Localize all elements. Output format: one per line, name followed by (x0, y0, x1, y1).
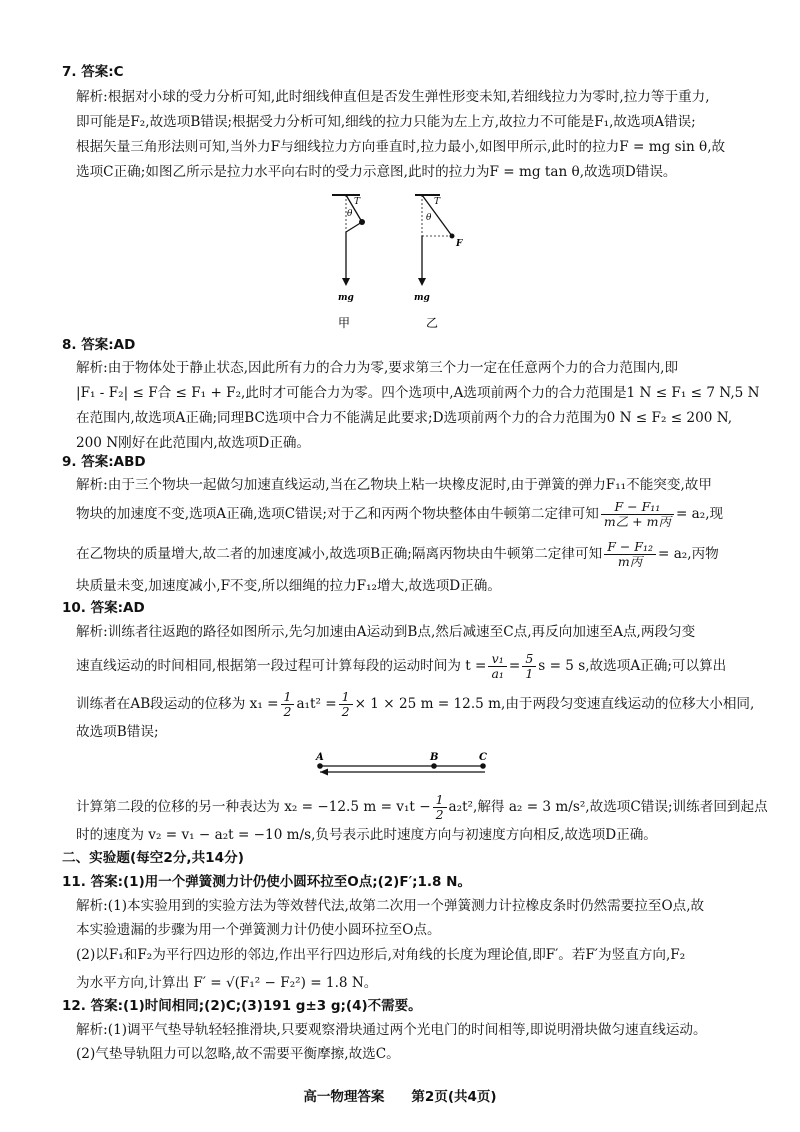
q10-half1-den: 2 (283, 704, 292, 719)
yi-mg-label: mg (414, 293, 430, 303)
q10-text-3 (76, 690, 754, 719)
yi-f-label: F (456, 239, 463, 249)
jia-mg-arrowhead (342, 278, 350, 286)
q10-text-2a: 速直线运动的时间相同,根据第一段过程可计算每段的运动时间为 t = (76, 658, 487, 674)
q9-text-3 (76, 540, 719, 569)
q10-text-2b: s = 5 s,故选项A正确;可以算出 (538, 658, 727, 674)
q10-path-diagram (310, 748, 500, 784)
q11-answer: 11. 答案:(1)用一个弹簧测力计仍使小圆环拉至O点;(2)F′;1.8 N。 (62, 874, 471, 890)
jia-force-f (346, 222, 362, 232)
q7-text-4: 选项C正确;如图乙所示是拉力水平向右时的受力示意图,此时的拉力为F = mg tan θ,故选项D错误。 (76, 164, 677, 180)
q9-fraction-1 (601, 500, 674, 529)
q7-force-diagram (310, 190, 490, 330)
q10-fraction-v1-a1 (488, 652, 506, 681)
jia-caption: 甲 (338, 316, 351, 330)
q9-text-2a: 物块的加速度不变,选项A正确,选项C错误;对于乙和丙两个物块整体由牛顿第二定律可知 (76, 506, 599, 522)
q10-frac-a1: a₁ (491, 666, 504, 681)
yi-mg-arrowhead (418, 278, 426, 286)
q10-text-1: 解析:训练者往返跑的路径如图所示,先匀加速由A运动到B点,然后减速至C点,再反向加速至A点,两段匀变 (76, 624, 696, 640)
q10-text-4: 故选项B错误; (76, 724, 159, 740)
q10-fraction-5-1 (522, 652, 536, 681)
jia-mg-label: mg (338, 293, 354, 303)
q10-text-5b: a₂t²,解得 a₂ = 3 m/s²,故选项C错误;训练者回到起点 (448, 799, 768, 815)
diagram-yi (414, 195, 463, 330)
q10-text-2 (76, 652, 726, 681)
q9-text-3b: = a₂,丙物 (657, 546, 719, 562)
q11-text-4: 为水平方向,计算出 F′ = √(F₁² − F₂²) = 1.8 N。 (76, 975, 378, 991)
point-b (431, 763, 437, 769)
q8-text-1: 解析:由于物体处于静止状态,因此所有力的合力为零,要求第三个力一定在任意两个力的合力范围内,即 (76, 360, 679, 376)
point-c (480, 763, 486, 769)
q10-text-5a: 计算第二段的位移的另一种表达为 x₂ = −12.5 m = v₁t − (76, 799, 431, 815)
q8-answer: 8. 答案:AD (62, 337, 136, 353)
q9-fraction-2-denominator: m丙 (617, 554, 643, 569)
q8-text-3: 在范围内,故选项A正确;同理BC选项中合力不能满足此要求;D选项前两个力的合力范围为0 N ≤ F₂ ≤ 200 N, (76, 410, 733, 426)
q8-text-2: |F₁ - F₂| ≤ F合 ≤ F₁ + F₂,此时才可能合力为零。四个选项中,A选项前两个力的合力范围是1 N ≤ F₁ ≤ 7 N,5 N (76, 385, 760, 401)
label-b: B (430, 752, 439, 763)
q10-fraction-half-2 (339, 690, 353, 719)
q10-text-5 (76, 793, 768, 822)
jia-t-label: T (354, 197, 361, 207)
q9-fraction-1-denominator: m乙 + m丙 (603, 514, 671, 529)
path-return-arrowhead (320, 769, 328, 776)
q10-fraction-half-3 (433, 793, 447, 822)
page-footer: 高一物理答案 第2页(共4页) (303, 1089, 497, 1105)
q10-half1-num: 1 (281, 690, 295, 705)
yi-caption: 乙 (426, 316, 439, 330)
q10-half3-num: 1 (433, 793, 447, 808)
yi-t-label: T (434, 197, 441, 207)
q9-fraction-2-numerator: F − F₁₂ (604, 540, 656, 555)
q11-text-3: (2)以F₁和F₂为平行四边形的邻边,作出平行四边形后,对角线的长度为理论值,即F′。若F′为竖直方向,F₂ (76, 947, 686, 963)
q10-text-3a: 训练者在AB段运动的位移为 x₁ = (76, 696, 279, 712)
q9-text-4: 块质量未变,加速度减小,F不变,所以细绳的拉力F₁₂增大,故选项D正确。 (76, 578, 501, 594)
q8-text-4: 200 N刚好在此范围内,故选项D正确。 (76, 435, 311, 451)
q10-half2-num: 1 (339, 690, 353, 705)
q9-text-1: 解析:由于三个物块一起做匀加速直线运动,当在乙物块上粘一块橡皮泥时,由于弹簧的弹力F₁₁不能突变,故甲 (76, 477, 712, 493)
q10-answer: 10. 答案:AD (62, 600, 145, 616)
label-c: C (479, 752, 487, 763)
q10-fraction-half-1 (281, 690, 295, 719)
q9-text-2 (76, 500, 723, 529)
q10-frac-5: 5 (522, 652, 536, 667)
q7-answer: 7. 答案:C (62, 64, 124, 80)
section-experiment-title: 二、实验题(每空2分,共14分) (62, 850, 244, 866)
q11-text-1: 解析:(1)本实验用到的实验方法为等效替代法,故第二次用一个弹簧测力计拉橡皮条时仍然需要拉至O点,故 (76, 898, 705, 914)
label-a: A (316, 752, 324, 763)
diagram-jia (332, 195, 365, 330)
q7-text-2: 即可能是F₂,故选项B错误;根据受力分析可知,细线的拉力只能为左上方,故拉力不可能是F₁,故选项A错误; (76, 114, 696, 130)
q12-answer: 12. 答案:(1)时间相同;(2)C;(3)191 g±3 g;(4)不需要。 (62, 998, 422, 1014)
q9-text-3a: 在乙物块的质量增大,故二者的加速度减小,故选项B正确;隔离丙物块由牛顿第二定律可知 (76, 546, 603, 562)
q10-text-3b: × 1 × 25 m = 12.5 m,由于两段匀变速直线运动的位移大小相同, (354, 696, 755, 712)
q12-text-1: 解析:(1)调平气垫导轨轻轻推滑块,只要观察滑块通过两个光电门的时间相等,即说明滑块做匀速直线运动。 (76, 1022, 707, 1038)
q10-text-3m: a₁t² = (296, 696, 337, 712)
yi-ball (450, 234, 455, 239)
q10-half3-den: 2 (435, 807, 444, 822)
q10-frac-v1: v₁ (488, 652, 506, 667)
jia-theta-label: θ (347, 209, 353, 219)
q9-text-2b: = a₂,现 (675, 506, 724, 522)
q11-text-2: 本实验遗漏的步骤为用一个弹簧测力计仍使小圆环拉至O点。 (76, 922, 441, 938)
q9-answer: 9. 答案:ABD (62, 454, 146, 470)
q10-half2-den: 2 (341, 704, 350, 719)
q9-fraction-1-numerator: F − F₁₁ (601, 500, 674, 515)
point-a (317, 763, 323, 769)
q9-fraction-2 (604, 540, 656, 569)
q10-text-6: 时的速度为 v₂ = v₁ − a₂t = −10 m/s,负号表示此时速度方向与初速度方向相反,故选项D正确。 (76, 827, 657, 843)
q7-text-3: 根据矢量三角形法则可知,当外力F与细线拉力方向垂直时,拉力最小,如图甲所示,此时的拉力F = mg sin θ,故 (76, 139, 726, 155)
q10-eq: = (508, 658, 521, 674)
q7-text-1: 解析:根据对小球的受力分析可知,此时细线伸直但是否发生弹性形变未知,若细线拉力为零时,拉力等于重力, (76, 89, 710, 105)
q10-frac-1: 1 (525, 666, 534, 681)
q12-text-2: (2)气垫导轨阻力可以忽略,故不需要平衡摩擦,故选C。 (76, 1046, 400, 1062)
yi-theta-label: θ (426, 213, 432, 223)
